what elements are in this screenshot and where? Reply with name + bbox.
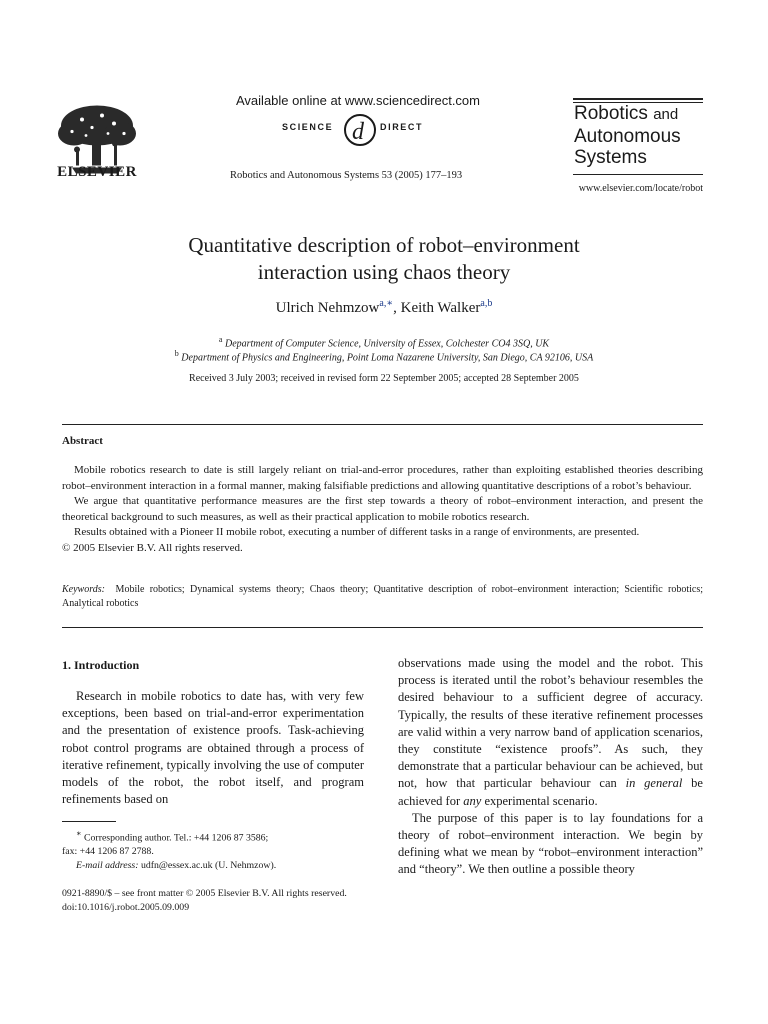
- footnote: [62, 827, 364, 873]
- body-paragraph: [398, 655, 703, 810]
- affiliation-a-text: Department of Computer Science, University of Essex, Colchester CO4 3SQ, UK: [224, 338, 550, 350]
- body-emphasis: any: [463, 793, 482, 808]
- keywords-list: Mobile robotics; Dynamical systems theory; Chaos theory; Quantitative description of robot–environment interaction; Scientific robotics; Analytical robotics: [62, 584, 703, 609]
- received-dates: Received 3 July 2003; received in revised form 22 September 2005; accepted 28 September 2005: [189, 373, 579, 384]
- affiliation-a-mark: a: [218, 335, 223, 344]
- divider-bottom: [62, 627, 703, 628]
- author-1-marks[interactable]: a,∗: [379, 298, 394, 309]
- sciencedirect-right-text: DIRECT: [380, 122, 424, 132]
- author-2: Keith Walker: [400, 300, 481, 316]
- abstract-paragraph: We argue that quantitative performance measures are the first step towards a theory of robot–environment interaction, and present the theoretical background to such measures, as well as their practical application to mobile robotics research.: [62, 495, 703, 523]
- journal-name-line-3: Systems: [574, 147, 647, 168]
- footnote-text: Corresponding author. Tel.: +44 1206 87 3586;: [84, 832, 269, 844]
- journal-citation: Robotics and Autonomous Systems 53 (2005) 177–193: [230, 170, 463, 181]
- footnote-line-3: [62, 859, 364, 873]
- left-column: [62, 688, 364, 808]
- body-emphasis: in general: [625, 776, 683, 791]
- journal-rule-top: [573, 98, 703, 100]
- journal-rule-bottom: [573, 174, 703, 175]
- journal-name-line-2: Autonomous: [574, 126, 681, 147]
- journal-name-robotics: Robotics: [574, 103, 648, 124]
- section-heading-introduction: 1. Introduction: [62, 658, 140, 672]
- author-list: [84, 298, 684, 317]
- abstract-paragraph: Results obtained with a Pioneer II mobile robot, executing a number of different tasks in a range of environments, are presented.: [74, 526, 640, 538]
- affiliation-b-mark: b: [174, 349, 179, 358]
- issn-copyright: 0921-8890/$ – see front matter © 2005 Elsevier B.V. All rights reserved.: [62, 888, 347, 899]
- publisher-name: ELSEVIER: [57, 164, 137, 180]
- footnote-line-2: fax: +44 1206 87 2788.: [62, 846, 154, 858]
- divider-top: [62, 424, 703, 425]
- author-2-marks[interactable]: a,b: [480, 298, 493, 309]
- article-title-line-2: interaction using chaos theory: [257, 260, 511, 284]
- affiliation-a: [84, 335, 684, 349]
- sciencedirect-d-icon: [342, 112, 378, 148]
- author-1: Ulrich Nehmzow: [275, 300, 380, 316]
- journal-name-line-1: [574, 104, 678, 125]
- email-link[interactable]: udfn@essex.ac.uk (U. Nehmzow).: [140, 860, 277, 872]
- abstract-heading: Abstract: [62, 435, 103, 447]
- available-online-text: Available online at www.sciencedirect.com: [236, 93, 480, 108]
- right-column: [398, 655, 703, 879]
- article-title: [84, 232, 684, 286]
- email-label: E-mail address:: [76, 860, 139, 872]
- body-text: be achieved for: [398, 776, 703, 808]
- abstract-paragraph: Mobile robotics research to date is still largely reliant on trial-and-error procedures, rather than exploiting established theories describing robot–environment interaction in a formal manner, making falsifiable predictions and allowing quantitative descriptions of a robot’s behaviour.: [62, 464, 703, 492]
- body-paragraph: The purpose of this paper is to lay foundations for a theory of robot–environment interaction. We begin by defining what we mean by “robot–environment interaction” and “theory”. We then outline a possible theory: [398, 810, 703, 877]
- keywords: [62, 583, 703, 611]
- footnote-rule: [62, 821, 116, 822]
- doi[interactable]: doi:10.1016/j.robot.2005.09.009: [62, 902, 190, 913]
- journal-name-and: and: [653, 106, 679, 123]
- sciencedirect-left-text: SCIENCE: [282, 122, 334, 132]
- article-title-line-1: Quantitative description of robot–environment: [188, 233, 580, 257]
- footnote-line-1: [62, 827, 364, 845]
- abstract-copyright: © 2005 Elsevier B.V. All rights reserved.: [62, 541, 243, 554]
- footnote-mark: ∗: [76, 829, 82, 838]
- body-text: observations made using the model and the robot. This process is iterated until the robot’s behaviour resembles the desired behaviour to a sufficient degree of accuracy. Typically, the results of these iterative refinement processes are valid within a very narrow band of application scenarios, they constitute “existence proofs”. As such, they demonstrate that a particular behaviour can be achieved, but not, how that particular behaviour can: [398, 656, 703, 791]
- affiliation-b: [84, 349, 684, 363]
- journal-url: www.elsevier.com/locate/robot: [578, 183, 703, 194]
- body-paragraph: Research in mobile robotics to date has, with very few exceptions, been based on trial-and-error experimentation and the presentation of existence proofs. Task-achieving robot control programs are obtained through a process of iterative refinement, typically involving the use of computer models of the robot, the robot itself, and program refinements based on: [62, 689, 364, 807]
- sciencedirect-logo: [282, 112, 442, 148]
- affiliation-b-text: Department of Physics and Engineering, Point Loma Nazarene University, San Diego, CA 92106, USA: [181, 352, 594, 364]
- svg-text:d: d: [352, 119, 364, 145]
- keywords-label: Keywords:: [62, 584, 105, 595]
- author-separator: ,: [393, 300, 401, 316]
- abstract-body: [62, 463, 703, 556]
- body-text: experimental scenario.: [481, 793, 598, 808]
